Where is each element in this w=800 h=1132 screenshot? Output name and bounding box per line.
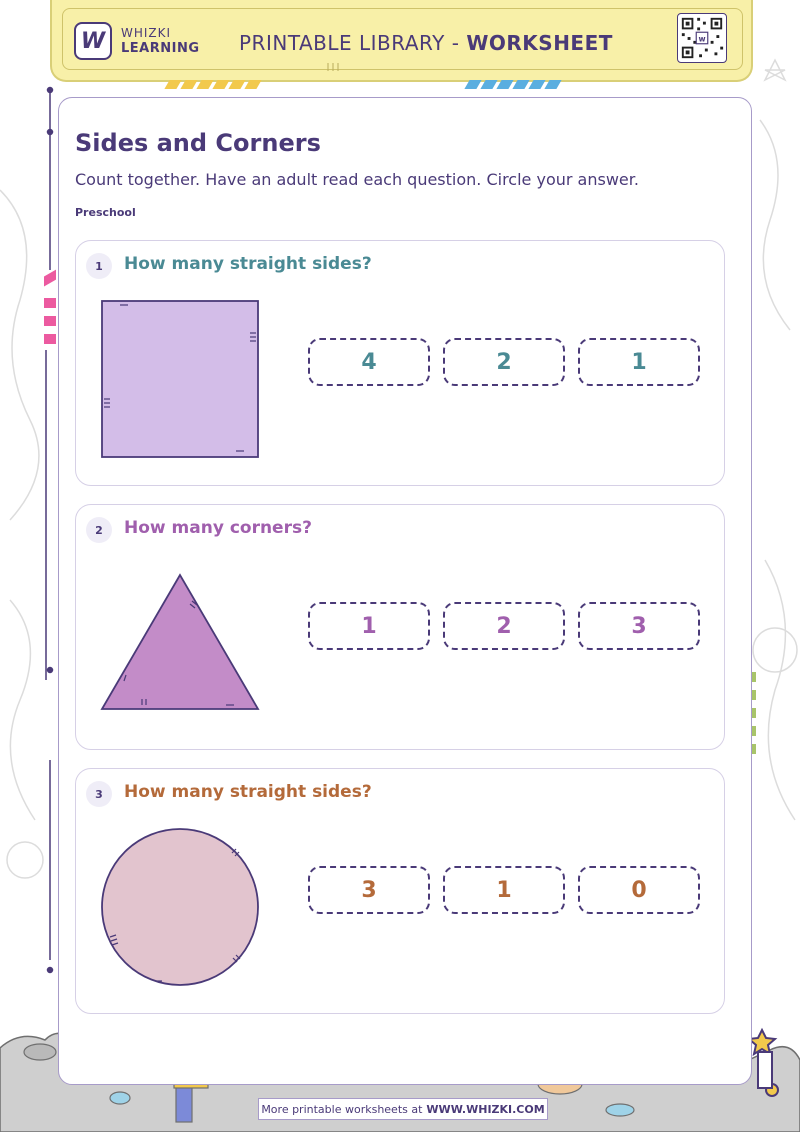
answer-choice-2b[interactable]: 2 xyxy=(443,602,565,650)
question-card-1 xyxy=(75,240,725,486)
triangle-shape xyxy=(96,559,264,727)
footer-text: More printable worksheets at xyxy=(261,1102,423,1116)
answer-choice-1a[interactable]: 4 xyxy=(308,338,430,386)
whizki-logo xyxy=(74,22,112,60)
question-text: How many straight sides? xyxy=(124,782,372,802)
answer-choice-2c[interactable]: 3 xyxy=(578,602,700,650)
question-card-3 xyxy=(75,768,725,1014)
answer-choice-3b[interactable]: 1 xyxy=(443,866,565,914)
blue-stripes xyxy=(467,80,559,89)
answer-choice-1b[interactable]: 2 xyxy=(443,338,565,386)
svg-text:w: w xyxy=(698,34,706,44)
brand-name: WHIZKI xyxy=(121,26,172,40)
header-title-bold: WORKSHEET xyxy=(466,31,613,55)
square-shape xyxy=(96,295,264,463)
header-title xyxy=(239,31,613,55)
question-number: 2 xyxy=(86,517,112,543)
answer-choice-2a[interactable]: 1 xyxy=(308,602,430,650)
yellow-stripes xyxy=(167,80,259,89)
logo-letter: W xyxy=(80,28,106,54)
answer-choice-3c[interactable]: 0 xyxy=(578,866,700,914)
answer-choice-1c[interactable]: 1 xyxy=(578,338,700,386)
brand-subtitle: LEARNING xyxy=(121,41,200,56)
question-card-2 xyxy=(75,504,725,750)
question-text: How many corners? xyxy=(124,518,312,538)
question-number: 1 xyxy=(86,253,112,279)
question-number: 3 xyxy=(86,781,112,807)
header-title-prefix: PRINTABLE LIBRARY - xyxy=(239,31,467,55)
worksheet-title: Sides and Corners xyxy=(75,129,321,157)
grade-level: Preschool xyxy=(75,206,136,219)
header-notch-lines xyxy=(323,62,343,72)
footer-banner xyxy=(258,1098,548,1120)
question-text: How many straight sides? xyxy=(124,254,372,274)
footer-link[interactable]: WWW.WHIZKI.COM xyxy=(426,1102,545,1116)
circle-shape xyxy=(96,823,264,991)
qr-code xyxy=(677,13,727,63)
answer-choice-3a[interactable]: 3 xyxy=(308,866,430,914)
worksheet-instructions: Count together. Have an adult read each question. Circle your answer. xyxy=(75,170,639,189)
